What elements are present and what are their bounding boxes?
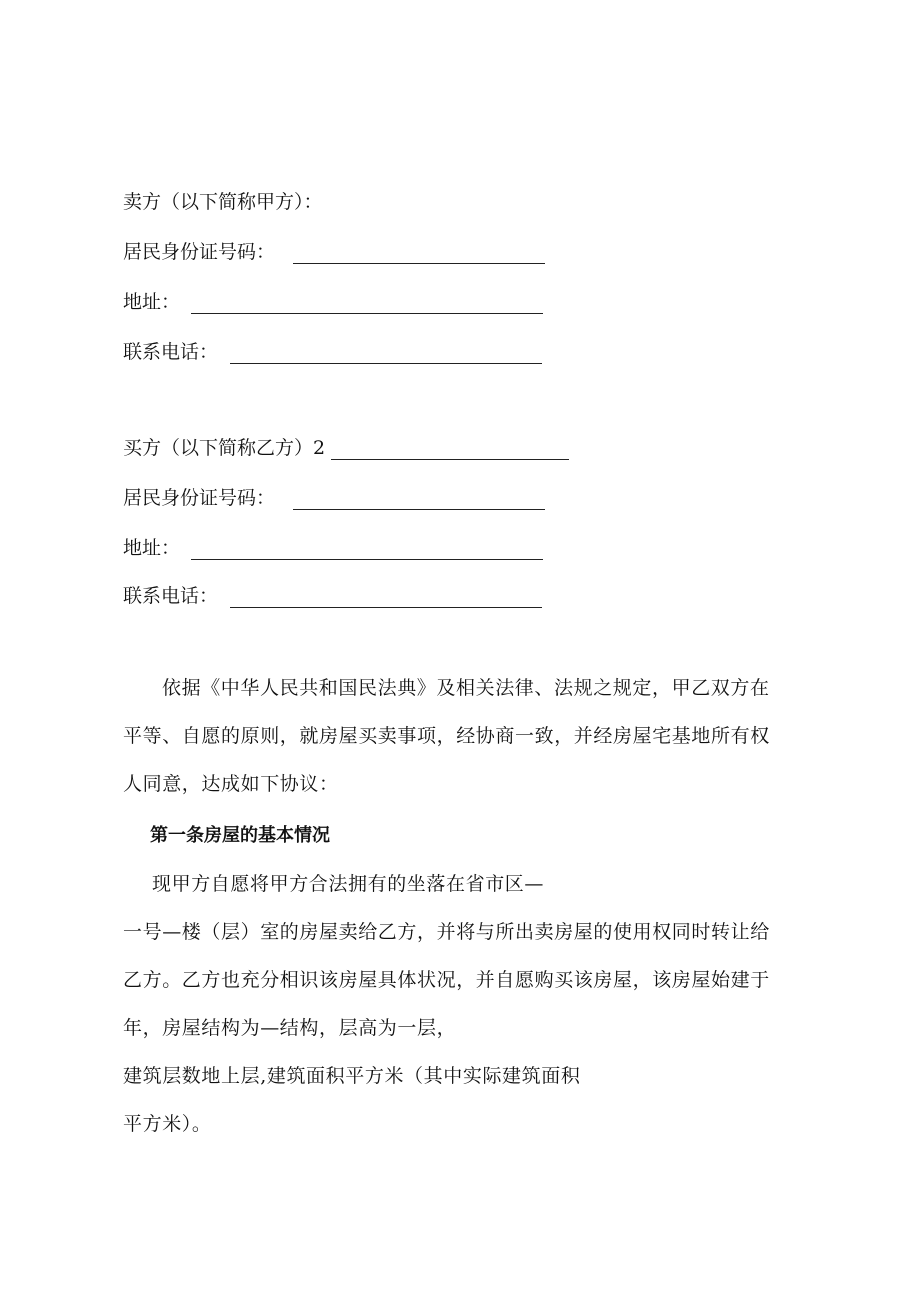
buyer-id-blank	[293, 491, 545, 510]
seller-id-field	[123, 240, 545, 264]
buyer-address-blank	[191, 541, 543, 560]
buyer-title: 买方（以下简称乙方）2	[123, 437, 326, 459]
buyer-id-field	[123, 486, 545, 510]
article1-line-5: 建筑层数地上层,建筑面积平方米（其中实际建筑面积	[123, 1065, 581, 1087]
buyer-address-label: 地址：	[123, 537, 181, 559]
seller-phone-blank	[230, 345, 542, 364]
seller-title: 卖方（以下简称甲方）：	[123, 191, 323, 213]
seller-address-blank	[191, 295, 543, 314]
buyer-title-blank	[331, 441, 569, 460]
article1-line-6: 平方米）。	[123, 1113, 212, 1135]
buyer-title-field	[123, 436, 569, 460]
preamble-line-1: 依据《中华人民共和国民法典》及相关法律、法规之规定，甲乙双方在	[162, 677, 770, 699]
seller-phone-label: 联系电话：	[123, 341, 219, 363]
buyer-phone-blank	[230, 589, 542, 608]
article1-line-3: 乙方。乙方也充分相识该房屋具体状况，并自愿购买该房屋，该房屋始建于	[123, 969, 770, 991]
article1-line-1: 现甲方自愿将甲方合法拥有的坐落在省市区—	[152, 873, 545, 895]
seller-address-field	[123, 290, 543, 314]
buyer-address-field	[123, 536, 543, 560]
buyer-phone-field	[123, 584, 542, 608]
seller-id-label: 居民身份证号码：	[123, 241, 276, 263]
seller-phone-field	[123, 340, 542, 364]
seller-address-label: 地址：	[123, 291, 181, 313]
seller-id-blank	[293, 245, 545, 264]
article1-line-2: 一号—楼（层）室的房屋卖给乙方，并将与所出卖房屋的使用权同时转让给	[123, 921, 770, 943]
article1-line-4: 年，房屋结构为—结构，层高为一层，	[123, 1017, 457, 1039]
article1-heading: 第一条房屋的基本情况	[150, 825, 330, 846]
buyer-phone-label: 联系电话：	[123, 585, 219, 607]
preamble-line-3: 人同意，达成如下协议：	[123, 773, 339, 795]
buyer-id-label: 居民身份证号码：	[123, 487, 276, 509]
preamble-line-2: 平等、自愿的原则，就房屋买卖事项，经协商一致，并经房屋宅基地所有权	[123, 725, 770, 747]
